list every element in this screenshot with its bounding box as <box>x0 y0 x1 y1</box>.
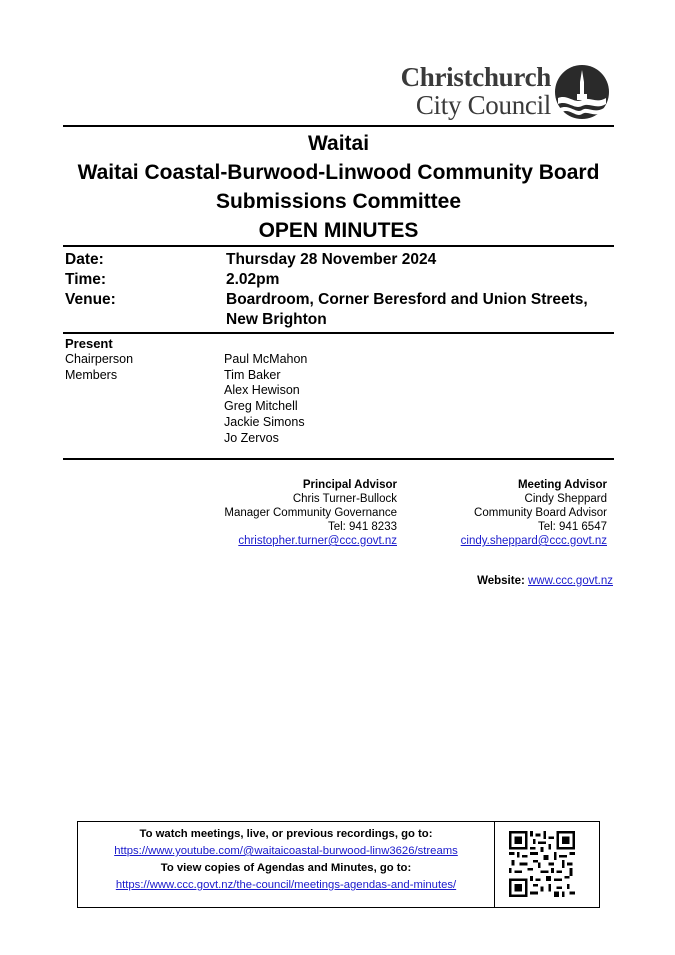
venue-label: Venue: <box>65 291 116 308</box>
logo-line-1: Christchurch <box>400 62 551 92</box>
cathedral-emblem-icon <box>554 64 610 120</box>
view-minutes-text: To view copies of Agendas and Minutes, go to: <box>160 862 412 874</box>
meeting-advisor-block <box>407 478 607 548</box>
meeting-advisor-tel: Tel: 941 6547 <box>537 521 607 533</box>
present-heading: Present <box>65 336 113 351</box>
qr-code-icon[interactable] <box>509 831 575 897</box>
principal-advisor-role: Manager Community Governance <box>224 507 397 519</box>
venue-line-2: New Brighton <box>226 311 327 328</box>
attendee-row <box>65 399 614 415</box>
member-name: Greg Mitchell <box>224 399 298 414</box>
website-line <box>477 574 613 588</box>
attendee-row <box>65 383 614 399</box>
time-row <box>65 270 614 290</box>
date-value: Thursday 28 November 2024 <box>226 251 437 268</box>
meeting-advisor-heading: Meeting Advisor <box>517 479 607 491</box>
logo-wordmark <box>373 63 551 119</box>
document-type: OPEN MINUTES <box>258 219 419 242</box>
attendee-row <box>65 431 614 447</box>
board-short-name: Waitai <box>307 132 370 155</box>
principal-advisor-block <box>177 478 397 548</box>
board-full-name: Waitai Coastal-Burwood-Linwood Community Board <box>77 161 600 184</box>
meeting-advisor-role: Community Board Advisor <box>474 507 607 519</box>
principal-advisor-email-link[interactable]: christopher.turner@ccc.govt.nz <box>238 535 397 547</box>
principal-advisor-heading: Principal Advisor <box>302 479 397 491</box>
principal-advisor-name: Chris Turner-Bullock <box>292 493 397 505</box>
time-label: Time: <box>65 271 107 288</box>
logo-line-2: City Council <box>415 90 551 120</box>
divider-present <box>63 332 614 334</box>
attendee-row <box>65 368 614 384</box>
principal-advisor-tel: Tel: 941 8233 <box>327 521 397 533</box>
date-label: Date: <box>65 251 104 268</box>
christchurch-city-council-logo <box>373 63 613 119</box>
chairperson-role: Chairperson <box>65 352 134 366</box>
footer-text <box>78 826 494 894</box>
venue-line-1: Boardroom, Corner Beresford and Union Streets, <box>226 291 588 308</box>
youtube-streams-link[interactable]: https://www.youtube.com/@waitaicoastal-burwood-linw3626/streams <box>114 845 458 857</box>
venue-value <box>226 290 614 330</box>
watch-meetings-text: To watch meetings, live, or previous recordings, go to: <box>139 828 433 840</box>
website-link[interactable]: www.ccc.govt.nz <box>528 575 613 587</box>
agendas-minutes-link[interactable]: https://www.ccc.govt.nz/the-council/meetings-agendas-and-minutes/ <box>115 879 457 891</box>
committee-name: Submissions Committee <box>215 190 462 213</box>
website-label: Website: <box>477 575 525 587</box>
meeting-advisor-email-link[interactable]: cindy.sheppard@ccc.govt.nz <box>460 535 607 547</box>
members-role: Members <box>65 367 118 382</box>
footer-divider <box>494 822 495 907</box>
venue-row <box>65 290 614 330</box>
time-value: 2.02pm <box>226 271 280 288</box>
member-name: Tim Baker <box>224 367 281 382</box>
divider-top <box>63 125 614 127</box>
divider-advisors <box>63 458 614 460</box>
minutes-title-block <box>63 129 614 245</box>
attendee-row <box>65 415 614 431</box>
present-section <box>65 336 614 446</box>
member-name: Jo Zervos <box>224 430 279 445</box>
meeting-advisor-name: Cindy Sheppard <box>524 493 607 505</box>
footer-links-box <box>77 821 600 908</box>
date-row <box>65 250 614 270</box>
chairperson-name: Paul McMahon <box>224 352 308 366</box>
meeting-details <box>65 250 614 330</box>
member-name: Jackie Simons <box>224 414 305 429</box>
member-name: Alex Hewison <box>224 383 300 398</box>
attendee-row <box>65 352 614 368</box>
divider-meeting-details <box>63 245 614 247</box>
